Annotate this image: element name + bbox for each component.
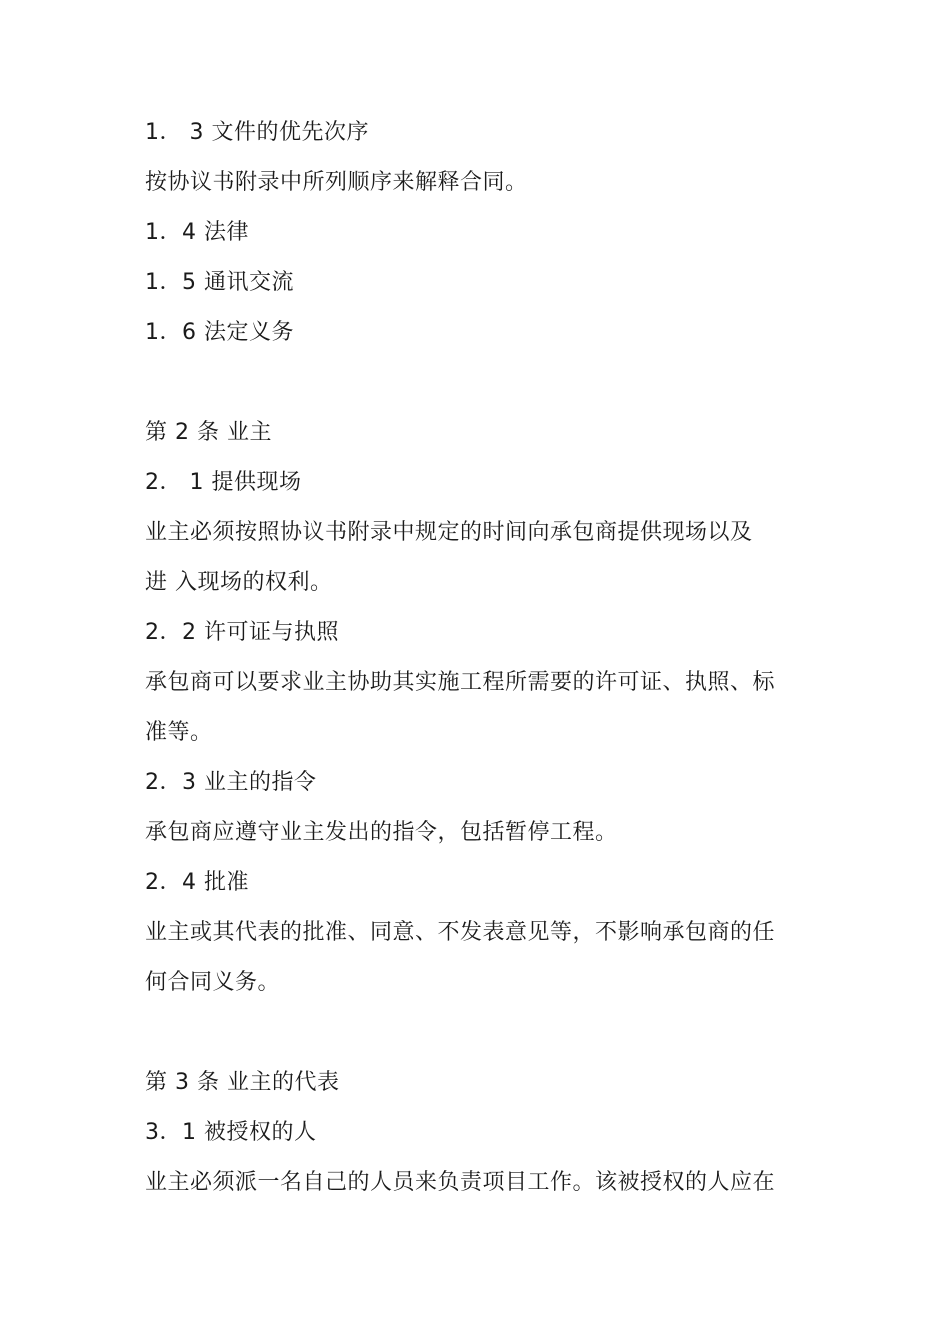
paragraph-text: 何合同义务。 [145,970,281,995]
article-heading-3: 第 3 条 业主的代表 [145,1070,340,1095]
section-heading-1-3: 1． 3 文件的优先次序 [145,120,369,145]
paragraph-text: 业主或其代表的批准、同意、不发表意见等，不影响承包商的任 [145,920,776,945]
section-heading-1-4: 1．4 法律 [145,220,249,245]
section-heading-2-1: 2． 1 提供现场 [145,470,302,495]
section-heading-1-5: 1．5 通讯交流 [145,270,294,295]
paragraph-text: 进 入现场的权利。 [145,570,333,595]
section-heading-1-6: 1．6 法定义务 [145,320,294,345]
paragraph-text: 业主必须按照协议书附录中规定的时间向承包商提供现场以及 [145,520,753,545]
paragraph-text: 承包商可以要求业主协助其实施工程所需要的许可证、执照、标 [145,670,776,695]
section-heading-2-4: 2．4 批准 [145,870,249,895]
section-heading-3-1: 3．1 被授权的人 [145,1120,317,1145]
paragraph-text: 承包商应遵守业主发出的指令，包括暂停工程。 [145,820,618,845]
paragraph-text: 业主必须派一名自己的人员来负责项目工作。该被授权的人应在 [145,1170,776,1195]
article-heading-2: 第 2 条 业主 [145,420,272,445]
paragraph-text: 按协议书附录中所列顺序来解释合同。 [145,170,528,195]
section-heading-2-2: 2．2 许可证与执照 [145,620,339,645]
section-heading-2-3: 2．3 业主的指令 [145,770,317,795]
paragraph-text: 准等。 [145,720,213,745]
